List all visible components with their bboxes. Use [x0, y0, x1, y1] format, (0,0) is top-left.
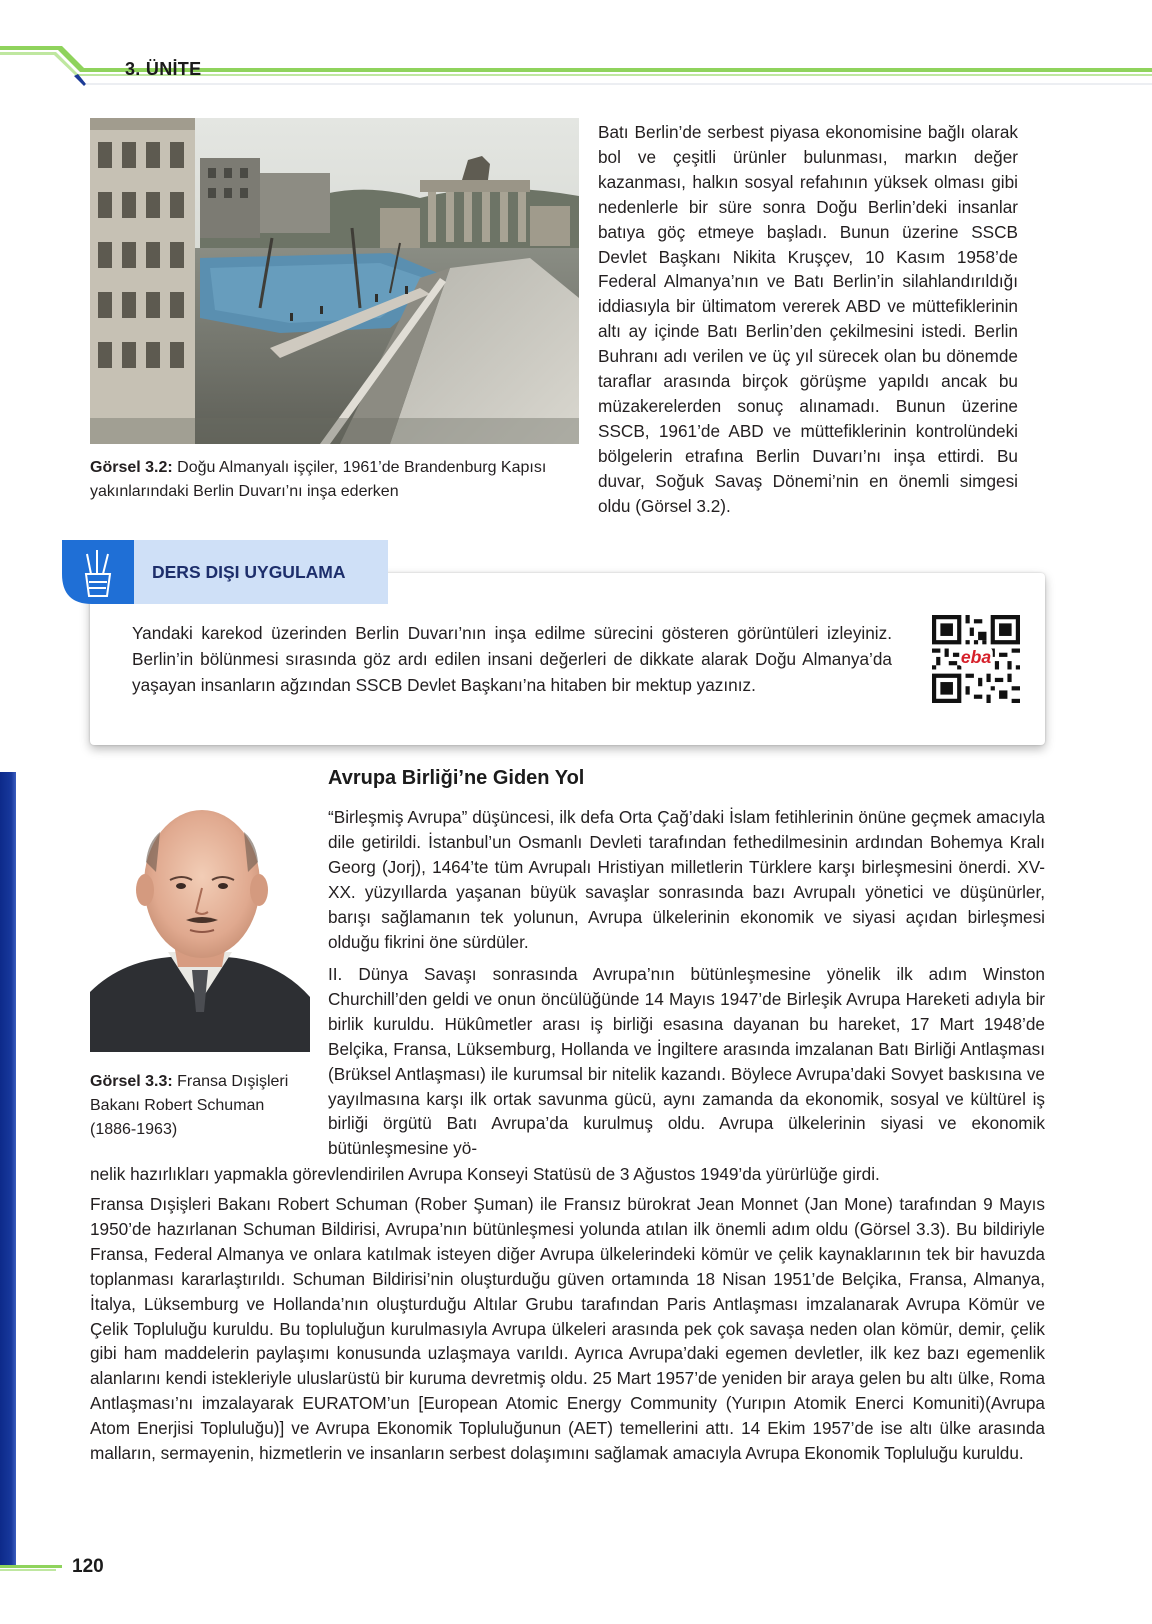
- berlin-wall-photo: [90, 118, 579, 444]
- figure-3-3-caption: [90, 1070, 300, 1142]
- paragraph-schuman: Fransa Dışişleri Bakanı Robert Schuman (Rober Şuman) ile Fransız bürokrat Jean Monnet (Jan Mone) tarafından 9 Mayıs 1950’de hazırlanan Schuman Bildirisi, Avrupa’nın bütünleşmesi yolunda atılan ilk önemli adım oldu (Görsel 3.3). Bu bildiriyle Fransa, Federal Almanya ve onlara katılmak isteyen diğer Avrupa ülkelerindeki kömür ve çelik kaynaklarının tek bir havuzda toplanması kararlaştırıldı. Schuman Bildirisi’nin oluşturduğu güven ortamında 18 Nisan 1951’de Belçika, Fransa, Almanya, İtalya, Lüksemburg ve Hollanda’nın oluşturduğu Altılar Grubu tarafından Paris Antlaşması imzalanarak Avrupa Kömür ve Çelik Topluluğu kuruldu. Bu topluluğun kurulmasıyla Avrupa ülkeleri arasında pek çok savaşa neden olan kömür, demir, çelik gibi ham maddelerin paylaşımı konusunda uzlaşmaya varıldı. Ayrıca Avrupa’daki egemen devletler, ilk kez bazı egemenlik alanlarını kendi istekleriyle uluslarüstü bir kuruma devretmiş oldu. 25 Mart 1957’de yeniden bir araya gelen bu altı ülke, Roma Antlaşması’nı imzalayarak EURATOM’un [European Atomic Energy Community (Yurıpın Atomik Enerci Komuniti)(Avrupa Atom Enerjisi Topluluğu)] ve Avrupa Ekonomik Topluluğunun (AET) temellerini attı. 14 Ekim 1957’de ise altı ülke arasında malların, sermayenin, hizmetlerin ve insanların serbest dolaşımını sağlamak amacıyla Avrupa Ekonomik Topluluğu kuruldu.: [90, 1194, 1045, 1464]
- footer-bar: [0, 1563, 70, 1573]
- section-title: Avrupa Birliği’ne Giden Yol: [328, 767, 585, 789]
- paragraph-post-war-end: nelik hazırlıkları yapmakla görevlendirilen Avrupa Konseyi Statüsü de 3 Ağustos 1949’da yürürlüğe girdi.: [90, 1164, 880, 1184]
- figure-3-2-caption: [90, 456, 570, 504]
- unit-label: 3. ÜNİTE: [125, 59, 202, 79]
- page-number: 120: [72, 1556, 104, 1577]
- paragraph-united-europe: “Birleşmiş Avrupa” düşüncesi, ilk defa Orta Çağ’daki İslam fetihlerinin önüne geçmek amacıyla dile getirildi. İstanbul’un Osmanlı Devleti tarafından fethedilmesinin ardından Bohemya Kralı Georg (Jorj), 1464’te tüm Avrupalı Hristiyan milletlerin Türklere karşı birleşmesini önerdi. XV-XX. yüzyıllarda yaşanan büyük savaşlar sonrasında bazı Avrupalı yönetici ve düşünürler, barışı sağlamanın tek yolunun, Avrupa ülkelerinin ekonomik ve siyasi açıdan birleşmesi olduğu fikrini öne sürdüler.: [328, 807, 1045, 952]
- figure-3-2-label: Görsel 3.2:: [90, 459, 173, 476]
- figure-3-3-text: Fransa Dışişleri Bakanı Robert Schuman (1886-1963): [90, 1073, 289, 1138]
- page-edge-stripe: [0, 772, 16, 1565]
- qr-code[interactable]: [932, 615, 1020, 703]
- activity-title: DERS DIŞI UYGULAMA: [152, 562, 346, 582]
- figure-3-2-text: Doğu Almanyalı işçiler, 1961’de Brandenburg Kapısı yakınlarındaki Berlin Duvarı’nı inşa ederken: [90, 459, 547, 500]
- figure-3-3-label: Görsel 3.3:: [90, 1073, 173, 1090]
- pencil-cup-icon: [62, 540, 134, 604]
- intro-paragraph: Batı Berlin’de serbest piyasa ekonomisine bağlı olarak bol ve çeşitli ürünler bulunması, markın değer kazanması, halkın sosyal refahının yüksek olması gibi nedenlerle bir süre sonra Doğu Berlin’deki insanlar batıya göç etmeye başladı. Bunun üzerine SSCB Devlet Başkanı Nikita Kruşçev, 10 Kasım 1958’de Federal Almanya’nın ve Batı Berlin’in silahlandırıldığı iddiasıyla bir ültimatom vererek ABD ve müttefiklerinin altı ay içinde Batı Berlin’den çekilmesini istedi. Berlin Buhranı adı verilen ve üç yıl sürecek olan bu dönemde taraflar arasında birçok görüşme yapıldı ancak bu müzakerelerden sonuç alınamadı. Bunun üzerine SSCB, 1961’de ABD ve müttefiklerinin kontrolündeki bölgelerin etrafına Berlin Duvarı’nı inşa ettirdi. Bu duvar, Soğuk Savaş Dönemi’nin en önemli simgesi oldu (Görsel 3.2).: [598, 122, 1018, 516]
- activity-text: Yandaki karekod üzerinden Berlin Duvarı’nın inşa edilme sürecini gösteren görüntüleri izleyiniz. Berlin’in bölünmesi sırasında göz ardı edilen insani değerleri de dikkate alarak Doğu Almanya’da yaşayan insanların ağzından SSCB Devlet Başkanı’na hitaben bir mektup yazınız.: [132, 623, 892, 695]
- qr-brand-logo: eba: [960, 646, 992, 667]
- paragraph-post-war: II. Dünya Savaşı sonrasında Avrupa’nın bütünleşmesine yönelik ilk adım Winston Churchill’den geldi ve onun öncülüğünde 14 Mayıs 1947’de Birleşik Avrupa Hareketi adıyla bir birlik kuruldu. Hükûmetler arası iş birliği esasına dayanan bu hareket, 17 Mart 1948’de Belçika, Fransa, Lüksemburg, Hollanda ve İngiltere arasında imzalanan Batı Birliği Antlaşması (Brüksel Antlaşması) ile kurumsal bir nitelik kazandı. Böylece Avrupa’daki Sovyet baskısına ve yayılmasına karşı ilk ortak savunma gücü, aynı zamanda da ekonomik, sosyal ve kültürel iş birliği örgütü Batı Avrupa’da kurulmuş oldu. Avrupa ülkelerinin siyasi ve ekonomik bütünleşmesine yö-: [328, 964, 1045, 1159]
- robert-schuman-portrait: [90, 802, 310, 1052]
